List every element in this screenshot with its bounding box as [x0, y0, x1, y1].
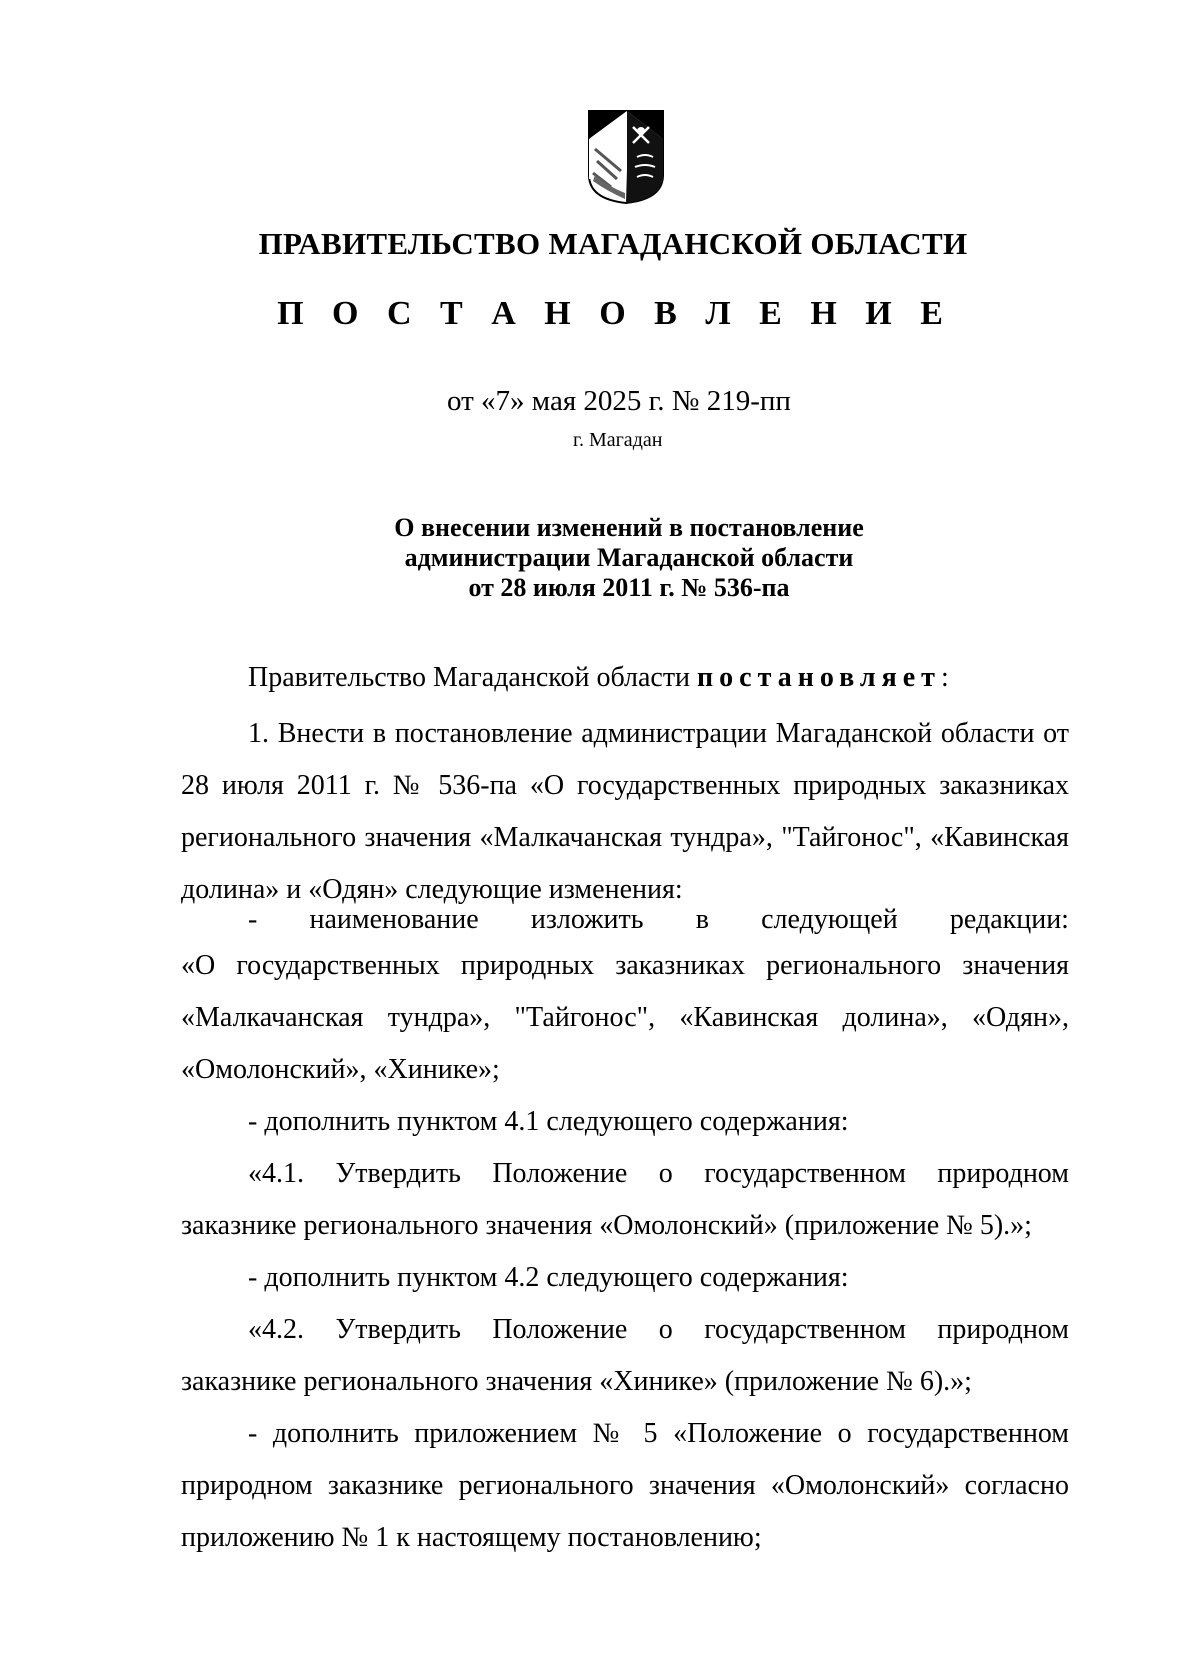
intro-prefix: Правительство Магаданской области — [248, 662, 698, 693]
dash-word: следующей — [761, 904, 898, 935]
subject-line: администрации Магаданской области — [404, 543, 854, 572]
dash-word: - — [248, 904, 258, 935]
dash-word: в — [695, 904, 709, 935]
document-type-title: П О С Т А Н О В Л Е Н И Е — [277, 295, 953, 332]
document-subject — [0, 513, 1200, 603]
new-name-text: «О государственных природных заказниках регионального значения «Малкачанская тундра», "Тайгонос", «Кавинская долина», «Одян», «Омолонский», «Хинике»; — [181, 950, 1069, 1085]
amendments-body — [181, 940, 1069, 1564]
resolution-intro — [248, 662, 949, 694]
add-item-4-2: - дополнить пунктом 4.2 следующего содержания: — [248, 1262, 849, 1293]
item-1-paragraph — [181, 708, 1069, 916]
dash-word: изложить — [530, 904, 644, 935]
item-1-text: 1. Внести в постановление администрации Магаданской области от 28 июля 2011 г. № 536-па «О государственных природных заказниках регионального значения «Малкачанская тундра», "Тайгонос", «Кавинская долина» и «Одян» следующие изменения: — [181, 718, 1069, 905]
add-item-4-1: - дополнить пунктом 4.1 следующего содержания: — [248, 1106, 849, 1137]
dash-word: редакции: — [949, 904, 1069, 935]
document-city: г. Магадан — [573, 429, 663, 451]
subject-line: от 28 июля 2011 г. № 536-па — [468, 573, 790, 602]
subject-line: О внесении изменений в постановление — [394, 513, 864, 542]
add-appendix-5: - дополнить приложением № 5 «Положение о государственном природном заказнике регионального значения «Омолонский» согласно приложению № 1 к настоящему постановлению; — [181, 1418, 1069, 1553]
intro-keyword: постановляет — [697, 662, 941, 693]
item-4-1-text: «4.1. Утвердить Положение о государственном природном заказнике регионального значения «Омолонский» (приложение № 5).»; — [181, 1158, 1069, 1241]
item-4-2-text: «4.2. Утвердить Положение о государственном природном заказнике регионального значения «Хинике» (приложение № 6).»; — [181, 1314, 1069, 1397]
intro-suffix: : — [940, 662, 949, 693]
government-title: ПРАВИТЕЛЬСТВО МАГАДАНСКОЙ ОБЛАСТИ — [258, 226, 968, 261]
document-date-number: от «7» мая 2025 г. № 219-пп — [447, 385, 791, 417]
magadan-region-coat-of-arms-icon — [587, 109, 665, 205]
dash-name-change-line — [248, 904, 1069, 936]
dash-word: наименование — [309, 904, 479, 935]
